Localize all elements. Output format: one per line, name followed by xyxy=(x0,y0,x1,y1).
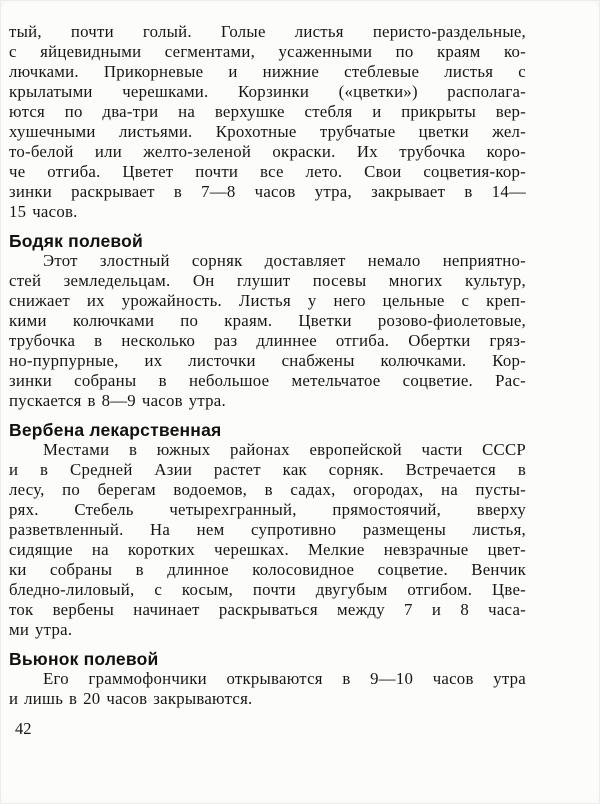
text-line: че отгиба. Цветет почти все лето. Свои соцветия-кор- xyxy=(9,162,526,181)
text-line: но-пурпурные, их листочки снабжены колючками. Кор- xyxy=(9,351,526,370)
text-line: стей земледельцам. Он глушит посевы многих культур, xyxy=(9,271,526,290)
text-line: Местами в южных районах европейской части СССР xyxy=(43,440,526,459)
page-number: 42 xyxy=(15,719,32,738)
text-line: разветвленный. На нем супротивно размещены листья, xyxy=(9,520,526,539)
text-line: тый, почти голый. Голые листья перисто-раздельные, xyxy=(9,22,526,41)
text-line: то-белой или желто-зеленой окраски. Их трубочка коро- xyxy=(9,142,526,161)
text-line: 15 часов. xyxy=(9,202,78,221)
text-line: Его граммофончики открываются в 9—10 часов утра xyxy=(43,669,526,688)
text-line: лючками. Прикорневые и нижние стеблевые листья с xyxy=(9,62,526,81)
text-line: зинки раскрывает в 7—8 часов утра, закрывает в 14— xyxy=(9,182,526,201)
text-line: с яйцевидными сегментами, усаженными по краям ко- xyxy=(9,42,526,61)
text-line: пускается в 8—9 часов утра. xyxy=(9,391,226,410)
section-heading: Вербена лекарственная xyxy=(9,420,222,440)
text-line: крылатыми черешками. Корзинки («цветки») располага- xyxy=(9,82,526,101)
text-line: зинки собраны в небольшое метельчатое соцветие. Рас- xyxy=(9,371,526,390)
text-line: и в Средней Азии растет как сорняк. Встречается в xyxy=(9,460,526,479)
text-line: ки собраны в длинное колосовидное соцветие. Венчик xyxy=(9,560,526,579)
text-line: хушечными листьями. Крохотные трубчатые цветки жел- xyxy=(9,122,526,141)
text-line: трубочка в несколько раз длиннее отгиба. Обертки гряз- xyxy=(9,331,526,350)
text-line: ются по два-три на верхушке стебля и прикрыты вер- xyxy=(9,102,526,121)
text-line: снижает их урожайность. Листья у него цельные с креп- xyxy=(9,291,526,310)
text-line: бледно-лиловый, с косым, почти двугубым отгибом. Цве- xyxy=(9,580,526,599)
section-heading: Вьюнок полевой xyxy=(9,649,159,669)
section-heading: Бодяк полевой xyxy=(9,231,143,251)
text-line: ток вербены начинает раскрываться между 7 и 8 часа- xyxy=(9,600,526,619)
text-line: ми утра. xyxy=(9,620,73,639)
page-content xyxy=(9,22,526,739)
text-line: рях. Стебель четырехгранный, прямостоячий, вверху xyxy=(9,500,526,519)
text-line: сидящие на коротких черешках. Мелкие невзрачные цвет- xyxy=(9,540,526,559)
text-line: лесу, по берегам водоемов, в садах, огородах, на пусты- xyxy=(9,480,526,499)
text-line: Этот злостный сорняк доставляет немало неприятно- xyxy=(43,251,526,270)
text-line: и лишь в 20 часов закрываются. xyxy=(9,689,253,708)
text-line: кими колючками по краям. Цветки розово-фиолетовые, xyxy=(9,311,526,330)
